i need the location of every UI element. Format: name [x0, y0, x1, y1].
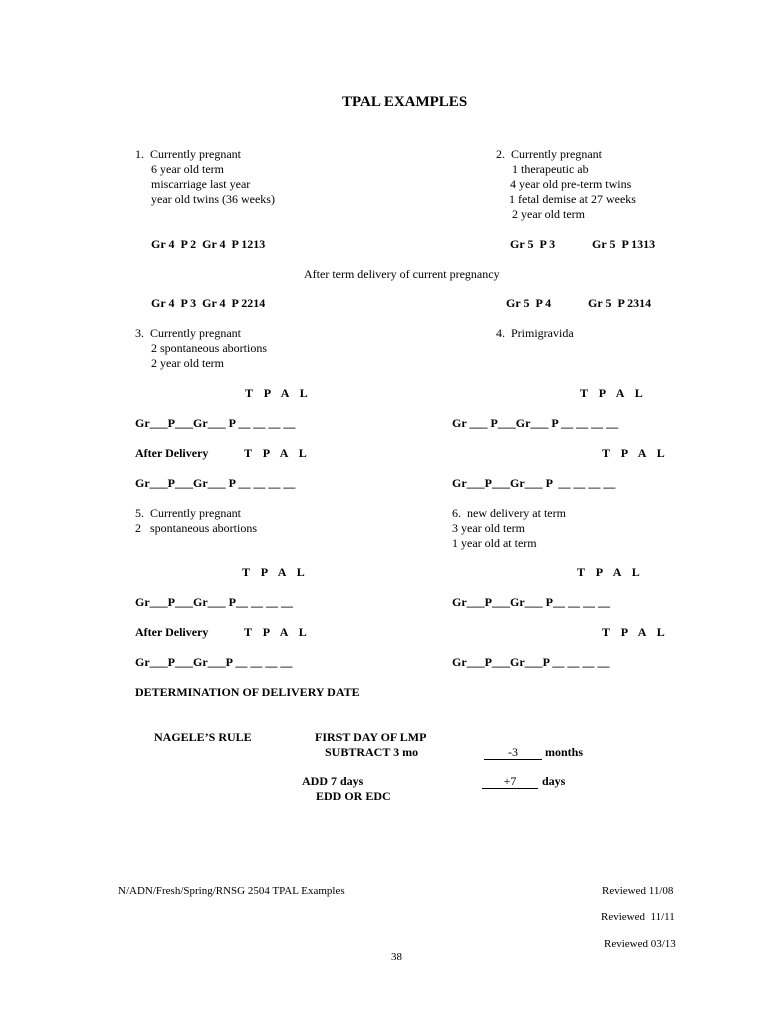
tpal-blank-row: Gr___P___Gr___ P __ __ __ __: [135, 476, 296, 490]
after-term-note: After term delivery of current pregnancy: [304, 267, 500, 281]
subtract-unit: months: [545, 745, 584, 759]
page-title: TPAL EXAMPLES: [342, 94, 468, 110]
example-1-line: miscarriage last year: [151, 177, 251, 191]
example-2-line: 1 therapeutic ab: [512, 162, 589, 176]
example-1-line: 6 year old term: [151, 162, 224, 176]
example-1-line: year old twins (36 weeks): [151, 192, 275, 206]
example-3-line: 2 year old term: [151, 356, 224, 370]
tpal-header: T P A L: [244, 446, 311, 460]
tpal-header: T P A L: [602, 446, 669, 460]
example-6-line: 3 year old term: [452, 521, 525, 535]
example-1-answer: Gr 4 P 2 Gr 4 P 1213: [151, 237, 266, 251]
delivery-date-heading: DETERMINATION OF DELIVERY DATE: [135, 685, 360, 699]
example-5-line: 5. Currently pregnant: [135, 506, 241, 520]
subtract-label: SUBTRACT 3 mo: [325, 745, 419, 759]
subtract-value: -3: [484, 745, 542, 760]
example-1-after-answer: Gr 4 P 3 Gr 4 P 2214: [151, 296, 266, 310]
tpal-blank-row: Gr___P___Gr___ P __ __ __ __: [452, 476, 616, 490]
tpal-blank-row: Gr___P___Gr___P __ __ __ __: [452, 655, 610, 669]
example-2-after-answer-gr-p: Gr 5 P 4: [506, 296, 552, 310]
add-unit: days: [542, 774, 566, 788]
example-6-line: 1 year old at term: [452, 536, 537, 550]
example-2-answer-tpal: Gr 5 P 1313: [592, 237, 656, 251]
example-2-answer-gr-p: Gr 5 P 3: [510, 237, 556, 251]
tpal-blank-row: Gr ___ P___Gr___ P __ __ __ __: [452, 416, 619, 430]
tpal-blank-row: Gr___P___Gr___P __ __ __ __: [135, 655, 293, 669]
tpal-header: T P A L: [244, 625, 311, 639]
tpal-blank-row: Gr___P___Gr___ P __ __ __ __: [135, 416, 296, 430]
after-delivery-label: After Delivery: [135, 446, 209, 460]
add-value: +7: [482, 774, 538, 789]
tpal-header: T P A L: [242, 565, 309, 579]
example-5-line: 2 spontaneous abortions: [135, 521, 257, 535]
page-number: 38: [391, 951, 402, 963]
example-2-line: 4 year old pre-term twins: [510, 177, 632, 191]
footer-path: N/ADN/Fresh/Spring/RNSG 2504 TPAL Examples: [118, 885, 345, 897]
reviewed-date: Reviewed 11/08: [602, 885, 674, 897]
tpal-blank-row: Gr___P___Gr___ P__ __ __ __: [452, 595, 610, 609]
add-label: ADD 7 days: [302, 774, 364, 788]
example-2-line: 1 fetal demise at 27 weeks: [509, 192, 636, 206]
tpal-blank-row: Gr___P___Gr___ P__ __ __ __: [135, 595, 293, 609]
example-2-after-answer-tpal: Gr 5 P 2314: [588, 296, 652, 310]
example-4-line: 4. Primigravida: [496, 326, 574, 340]
after-delivery-label: After Delivery: [135, 625, 209, 639]
example-3-line: 2 spontaneous abortions: [151, 341, 267, 355]
first-day-lmp-label: FIRST DAY OF LMP: [315, 730, 427, 744]
tpal-header: T P A L: [245, 386, 312, 400]
example-3-line: 3. Currently pregnant: [135, 326, 241, 340]
example-6-line: 6. new delivery at term: [452, 506, 566, 520]
tpal-header: T P A L: [580, 386, 647, 400]
tpal-header: T P A L: [602, 625, 669, 639]
edd-label: EDD OR EDC: [316, 789, 391, 803]
reviewed-date: Reviewed 11/11: [601, 911, 675, 923]
example-2-line: 2. Currently pregnant: [496, 147, 602, 161]
example-2-line: 2 year old term: [512, 207, 585, 221]
tpal-header: T P A L: [577, 565, 644, 579]
example-1-line: 1. Currently pregnant: [135, 147, 241, 161]
nagele-rule-label: NAGELE’S RULE: [154, 730, 252, 744]
reviewed-date: Reviewed 03/13: [604, 938, 676, 950]
